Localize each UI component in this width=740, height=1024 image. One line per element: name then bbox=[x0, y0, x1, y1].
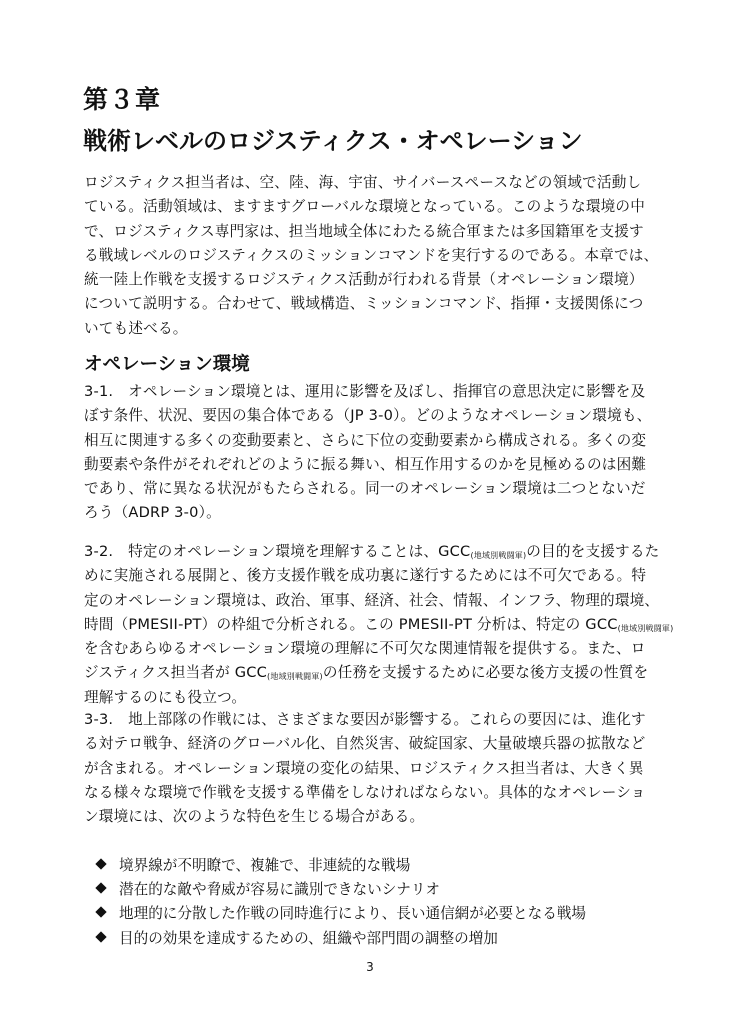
chapter-title: 戦術レベルのロジスティクス・オペレーション bbox=[83, 127, 583, 155]
text-line: 統一陸上作戦を支援するロジスティクス活動が行われる背景（オペレーション環境） bbox=[84, 271, 644, 289]
text-line: ろう（ADRP 3-0）。 bbox=[84, 504, 221, 522]
text-segment: の目的を支援するた bbox=[526, 543, 660, 560]
text-line: 動要素や条件がそれぞれどのように振る舞い、相互作用するのかを見極めるのは困難 bbox=[84, 455, 647, 473]
text-segment: の任務を支援するために必要な後方支援の性質を bbox=[322, 664, 649, 682]
text-line bbox=[84, 540, 660, 564]
list-item bbox=[96, 925, 586, 949]
text-line: を含むあらゆるオペレーション環境の理解に不可欠な関連情報を提供する。また、ロ bbox=[84, 640, 646, 658]
text-line: 相互に関連する多くの変動要素と、さらに下位の変動要素から構成される。多くの変 bbox=[84, 431, 647, 449]
gcc-subscript: (地域別戦闘軍) bbox=[617, 623, 674, 633]
text-line: が含まれる。オペレーション環境の変化の結果、ロジスティクス担当者は、大きく異 bbox=[84, 759, 644, 777]
text-line: る対テロ戦争、経済のグローバル化、自然災害、破綻国家、大量破壊兵器の拡散など bbox=[84, 735, 646, 753]
text-line: について説明する。合わせて、戦域構造、ミッションコマンド、指揮・支援関係につ bbox=[84, 295, 644, 313]
text-line: めに実施される展開と、後方支援作戦を成功裏に遂行するためには不可欠である。特 bbox=[84, 567, 647, 585]
diamond-bullet-icon bbox=[96, 859, 107, 870]
text-line: なる様々な環境で作戦を支援する準備をしなければならない。具体的なオペレーショ bbox=[84, 783, 646, 801]
gcc-subscript: (地域別戦闘軍) bbox=[470, 551, 527, 560]
text-line: 理解するのにも役立つ。 bbox=[84, 688, 247, 706]
gcc-subscript: (地域別戦闘軍) bbox=[267, 672, 323, 682]
list-item-text: 潜在的な敵や脅威が容易に識別できないシナリオ bbox=[119, 880, 440, 898]
diamond-bullet-icon bbox=[96, 883, 107, 894]
text-line: 定のオペレーション環境は、政治、軍事、経済、社会、情報、インフラ、物理的環境、 bbox=[84, 591, 660, 609]
chapter-number: 第３章 bbox=[83, 85, 162, 114]
text-line: ン環境には、次のような特色を生じる場合がある。 bbox=[84, 808, 425, 826]
list-item bbox=[96, 901, 586, 925]
text-line: ている。活動領域は、ますますグローバルな環境となっている。このような環境の中 bbox=[84, 198, 645, 216]
paragraph-3-2 bbox=[84, 540, 674, 710]
list-item-text: 目的の効果を達成するための、組織や部門間の調整の増加 bbox=[119, 929, 498, 947]
text-segment: 時間（PMESII-PT）の枠組で分析される。この PMESII-PT 分析は、特定の GCC bbox=[84, 615, 618, 633]
list-item bbox=[96, 852, 586, 876]
text-line: ぼす条件、状況、要因の集合体である（JP 3-0）。どのようなオペレーション環境も、 bbox=[84, 407, 652, 425]
text-line: いても述べる。 bbox=[84, 319, 188, 337]
text-line: 3-3. 地上部隊の作戦には、さまざまな要因が影響する。これらの要因には、進化す bbox=[84, 711, 646, 728]
text-line: ロジスティクス担当者は、空、陸、海、宇宙、サイバースペースなどの領域で活動し bbox=[84, 174, 642, 191]
paragraph-3-3 bbox=[84, 708, 656, 829]
diamond-bullet-icon bbox=[96, 932, 107, 943]
list-item-text: 境界線が不明瞭で、複雑で、非連続的な戦場 bbox=[119, 856, 411, 874]
text-line: 3-1. オペレーション環境とは、運用に影響を及ぼし、指揮官の意思決定に影響を及 bbox=[84, 383, 646, 400]
text-line: であり、常に異なる状況がもたらされる。同一のオペレーション環境は二つとないだ bbox=[84, 480, 646, 498]
text-line: で、ロジスティクス専門家は、担当地域全体にわたる統合軍または多国籍軍を支援す bbox=[84, 222, 644, 240]
text-segment: 3-2. 特定のオペレーション環境を理解することは、GCC bbox=[84, 543, 471, 560]
bullet-list bbox=[96, 852, 586, 949]
intro-paragraph bbox=[84, 171, 659, 341]
section-heading: オペレーション環境 bbox=[84, 354, 250, 375]
list-item bbox=[96, 876, 586, 900]
text-line bbox=[84, 661, 656, 685]
text-segment: ジスティクス担当者が GCC bbox=[84, 664, 268, 682]
text-line bbox=[84, 613, 674, 637]
list-item-text: 地理的に分散した作戦の同時進行により、長い通信網が必要となる戦場 bbox=[119, 905, 587, 923]
diamond-bullet-icon bbox=[96, 907, 107, 918]
paragraph-3-1 bbox=[84, 380, 656, 526]
text-line: る戦域レベルのロジスティクスのミッションコマンドを実行するのである。本章では、 bbox=[84, 246, 659, 264]
page-number: 3 bbox=[366, 960, 374, 974]
